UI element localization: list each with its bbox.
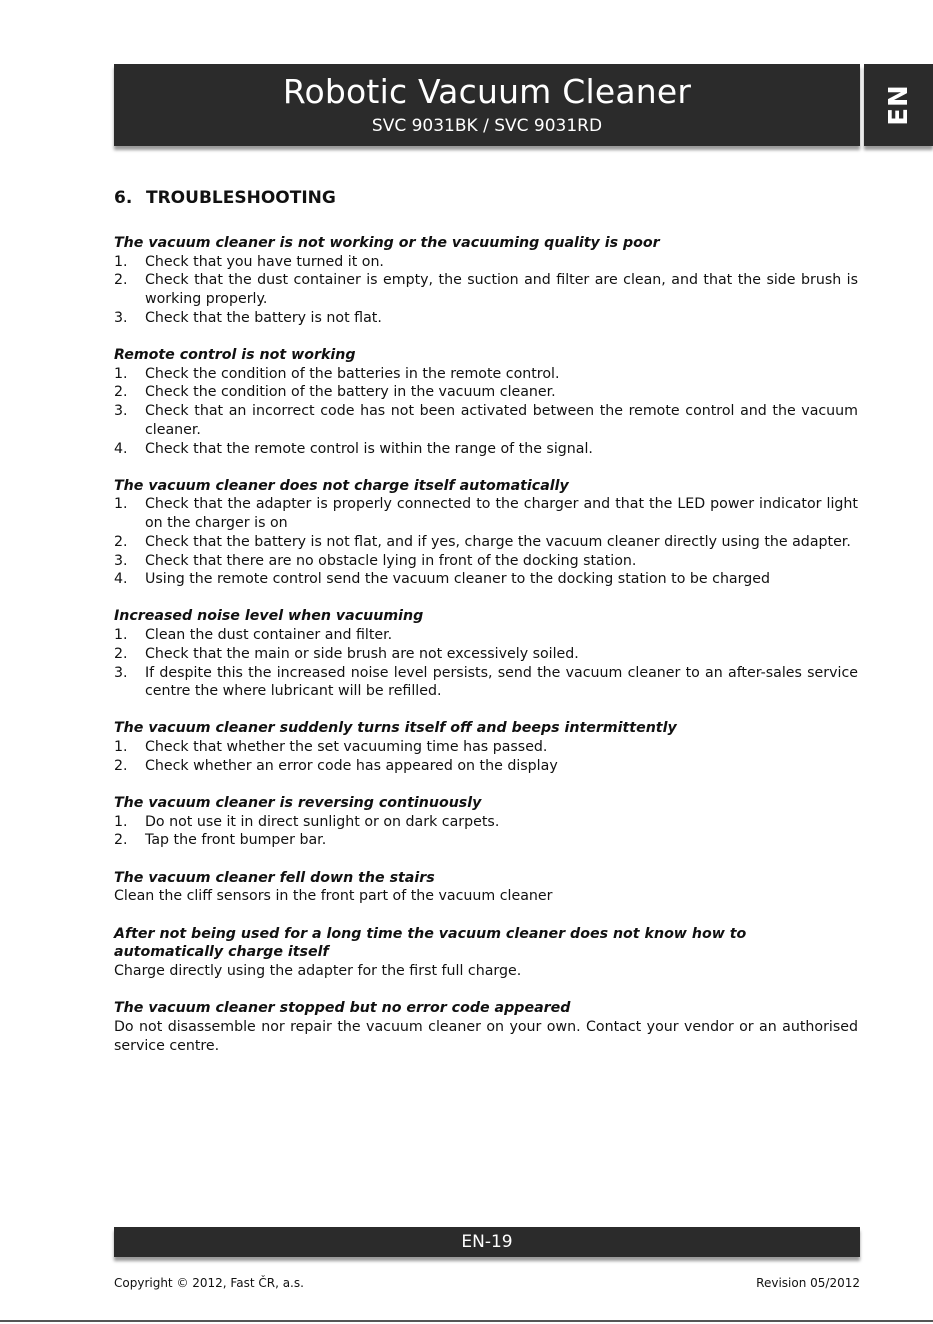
issue-title: Remote control is not working	[114, 347, 356, 364]
step-text: Clean the dust container and filter.	[145, 627, 393, 644]
issue-block	[114, 607, 858, 701]
troubleshooting-content	[114, 234, 858, 1074]
step-text: Check whether an error code has appeared on the display	[145, 757, 558, 774]
step-list	[114, 253, 858, 328]
page-number: EN-19	[461, 1232, 513, 1252]
step-number: 3.	[114, 403, 128, 420]
step-text: Using the remote control send the vacuum cleaner to the docking station to be charged	[145, 571, 770, 588]
step-number: 2.	[114, 645, 128, 662]
step-item	[114, 383, 858, 402]
step-list	[114, 738, 858, 775]
step-item	[114, 495, 858, 532]
issue-block	[114, 346, 858, 458]
step-text: Check that there are no obstacle lying in front of the docking station.	[145, 552, 637, 569]
step-item	[114, 253, 858, 272]
issue-title: The vacuum cleaner fell down the stairs	[114, 869, 435, 886]
step-list	[114, 813, 858, 850]
issue-text: Do not disassemble nor repair the vacuum cleaner on your own. Contact your vendor or an authorised service centre.	[114, 1018, 858, 1054]
step-text: Check the condition of the battery in the vacuum cleaner.	[145, 384, 556, 401]
issue-title: Increased noise level when vacuuming	[114, 608, 424, 625]
step-number: 4.	[114, 440, 128, 457]
step-item	[114, 738, 858, 757]
step-item	[114, 440, 858, 459]
step-number: 1.	[114, 496, 128, 513]
issue-block	[114, 925, 858, 981]
step-number: 1.	[114, 253, 128, 270]
revision-text: Revision 05/2012	[756, 1276, 860, 1290]
step-text: If despite this the increased noise level persists, send the vacuum cleaner to an after-sales service centre the where lubricant will be refilled.	[145, 664, 858, 700]
issue-block	[114, 719, 858, 775]
step-text: Check that the dust container is empty, the suction and filter are clean, and that the side brush is working properly.	[145, 272, 858, 308]
issue-block	[114, 234, 858, 328]
issue-text: Clean the cliff sensors in the front part of the vacuum cleaner	[114, 888, 553, 905]
step-item	[114, 365, 858, 384]
step-text: Check that the adapter is properly connected to the charger and that the LED power indicator light on the charger is on	[145, 496, 858, 532]
step-number: 2.	[114, 384, 128, 401]
issue-block	[114, 999, 858, 1055]
step-item	[114, 271, 858, 308]
step-number: 2.	[114, 832, 128, 849]
step-item	[114, 552, 858, 571]
issue-title: The vacuum cleaner is reversing continuously	[114, 795, 482, 812]
model-subtitle: SVC 9031BK / SVC 9031RD	[371, 116, 603, 136]
issue-block	[114, 794, 858, 850]
step-number: 3.	[114, 552, 128, 569]
issue-title: The vacuum cleaner does not charge itself automatically	[114, 477, 569, 494]
language-tab-label: EN	[883, 84, 914, 126]
step-text: Do not use it in direct sunlight or on dark carpets.	[145, 813, 500, 830]
step-number: 2.	[114, 272, 128, 289]
issue-title: The vacuum cleaner is not working or the vacuuming quality is poor	[114, 235, 660, 251]
step-text: Check the condition of the batteries in the remote control.	[145, 365, 560, 382]
step-number: 1.	[114, 813, 128, 830]
footer-bar	[114, 1227, 860, 1257]
step-text: Check that the main or side brush are not excessively soiled.	[145, 645, 579, 662]
step-number: 1.	[114, 739, 128, 756]
step-item	[114, 645, 858, 664]
copyright-text: Copyright © 2012, Fast ČR, a.s.	[114, 1276, 304, 1290]
step-number: 1.	[114, 365, 128, 382]
step-number: 3.	[114, 664, 128, 681]
step-list	[114, 365, 858, 459]
step-item	[114, 813, 858, 832]
language-tab	[864, 64, 933, 146]
step-number: 2.	[114, 757, 128, 774]
step-number: 1.	[114, 627, 128, 644]
issue-title: The vacuum cleaner suddenly turns itself off and beeps intermittently	[114, 720, 677, 737]
issue-block	[114, 869, 858, 906]
section-number: 6.	[114, 188, 133, 208]
step-item	[114, 626, 858, 645]
step-item	[114, 570, 858, 589]
step-text: Tap the front bumper bar.	[145, 832, 327, 849]
step-item	[114, 533, 858, 552]
issue-text: Charge directly using the adapter for the first full charge.	[114, 963, 522, 979]
step-number: 3.	[114, 309, 128, 326]
header-bar	[114, 64, 860, 146]
section-title: TROUBLESHOOTING	[146, 188, 336, 208]
step-text: Check that the battery is not flat, and if yes, charge the vacuum cleaner directly using the adapter.	[145, 533, 851, 550]
step-text: Check that the battery is not flat.	[145, 309, 382, 326]
step-text: Check that you have turned it on.	[145, 253, 384, 270]
page-title: Robotic Vacuum Cleaner	[282, 72, 692, 111]
section-heading	[114, 186, 336, 210]
step-number: 4.	[114, 571, 128, 588]
step-item	[114, 309, 858, 328]
step-text: Check that whether the set vacuuming time has passed.	[145, 739, 548, 756]
issue-block	[114, 477, 858, 589]
step-item	[114, 664, 858, 701]
step-item	[114, 402, 858, 439]
step-list	[114, 626, 858, 701]
step-text: Check that an incorrect code has not been activated between the remote control and the vacuum cleaner.	[145, 403, 858, 438]
step-item	[114, 831, 858, 850]
issue-title: The vacuum cleaner stopped but no error code appeared	[114, 1000, 571, 1017]
step-list	[114, 495, 858, 589]
page-bottom-rule	[0, 1320, 933, 1322]
step-text: Check that the remote control is within the range of the signal.	[145, 440, 593, 457]
step-item	[114, 757, 858, 776]
issue-title: After not being used for a long time the vacuum cleaner does not know how to automatically charge itself	[114, 925, 747, 961]
step-number: 2.	[114, 533, 128, 550]
